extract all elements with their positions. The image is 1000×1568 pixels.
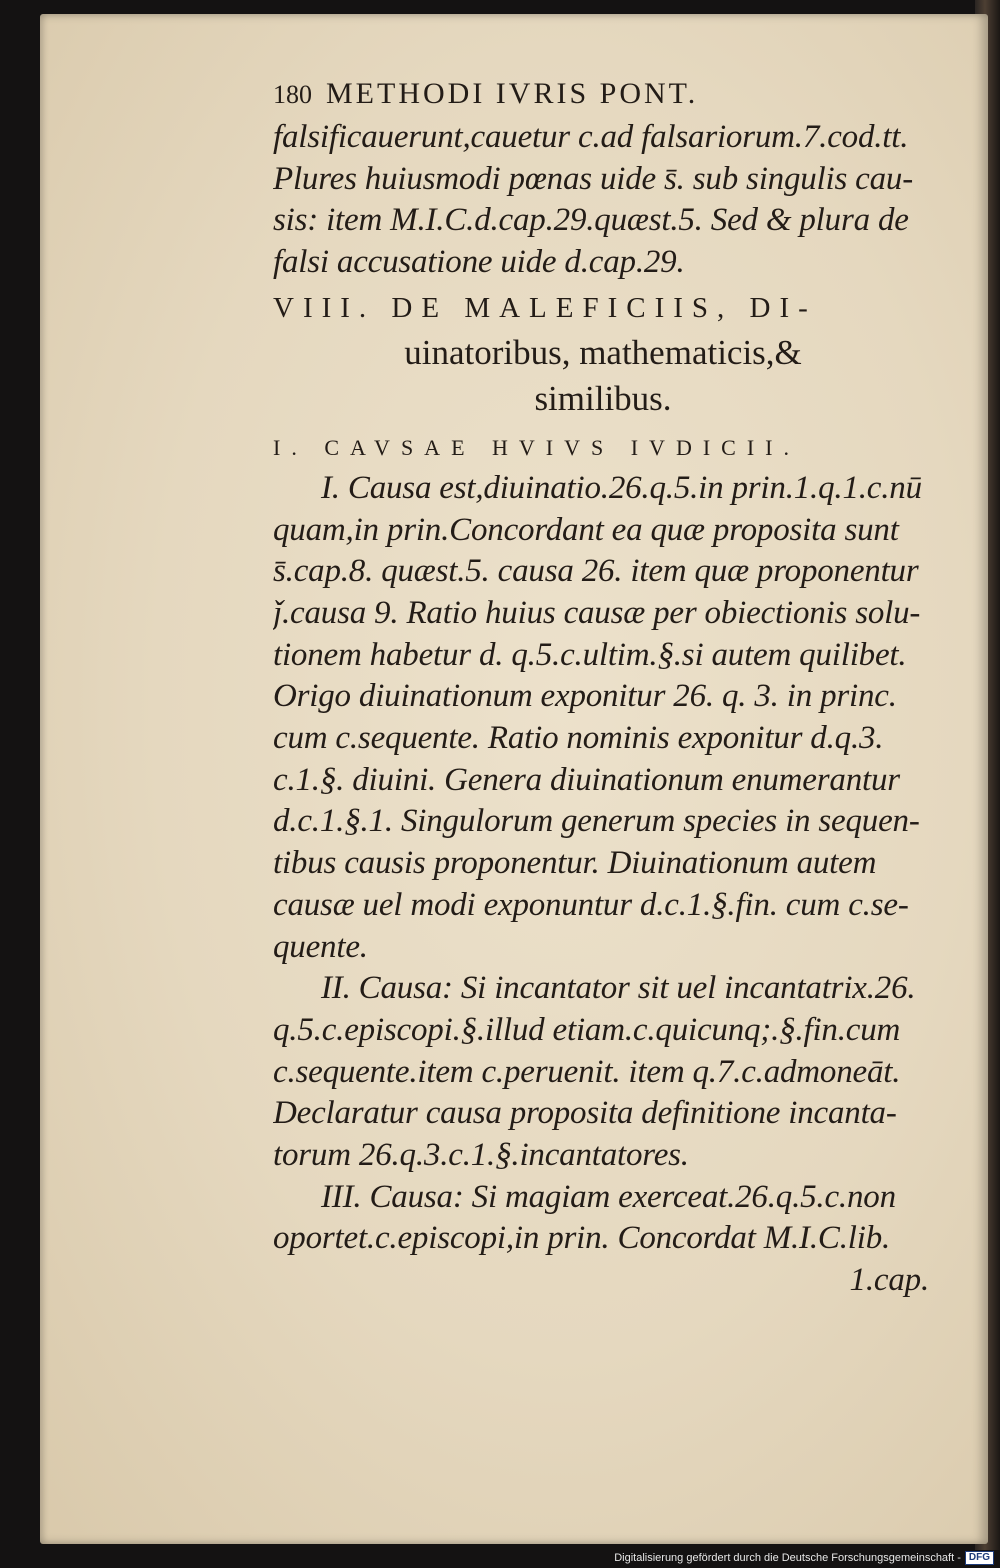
text-line: s̄.cap.8. quæst.5. causa 26. item quæ proponentur (273, 553, 919, 590)
text-line: III. Causa: Si magiam exerceat.26.q.5.c.non (321, 1178, 896, 1215)
text-line: tionem habetur d. q.5.c.ultim.§.si autem quilibet. (273, 636, 907, 673)
text-line: causæ uel modi exponuntur d.c.1.§.fin. cum c.se- (273, 886, 909, 923)
text-line: falsi accusatione uide d.cap.29. (273, 244, 685, 281)
running-head (273, 72, 933, 117)
page-number: 180 (273, 80, 312, 109)
text-line: q.5.c.episcopi.§.illud etiam.c.quicunq;.§.fin.cum (273, 1011, 901, 1048)
text-line: tibus causis proponentur. Diuinationum autem (273, 845, 877, 882)
dfg-logo: DFG (965, 1551, 994, 1565)
section-heading-cont: uinatoribus, mathematicis,& (404, 332, 802, 372)
text-line: sis: item M.I.C.d.cap.29.quæst.5. Sed & plura de (273, 202, 909, 239)
catchword: 1.cap. (849, 1262, 929, 1299)
section-heading-cont: similibus. (534, 378, 672, 418)
text-line: oportet.c.episcopi,in prin. Concordat M.I.C.lib. (273, 1220, 891, 1257)
subheading: I. CAVSAE HVIVS IVDICII. (273, 434, 800, 460)
digitization-footer (614, 1551, 994, 1565)
running-title: METHODI IVRIS PONT. (326, 77, 699, 110)
text-line: falsificauerunt,cauetur c.ad falsariorum.7.cod.tt. (273, 119, 909, 155)
text-line: c.sequente.item c.peruenit. item q.7.c.admoneāt. (273, 1053, 901, 1090)
text-line: Origo diuinationum exponitur 26. q. 3. in princ. (273, 678, 897, 715)
text-block (273, 72, 933, 1302)
text-line: Declaratur causa proposita definitione incanta- (273, 1095, 897, 1132)
text-line: ǰ.causa 9. Ratio huius causæ per obiectionis solu- (273, 594, 921, 631)
footer-text: Digitalisierung gefördert durch die Deutsche Forschungsgemeinschaft - (614, 1552, 961, 1564)
text-line: Plures huiusmodi pœnas uide s̄. sub singulis cau- (273, 160, 914, 197)
text-line: torum 26.q.3.c.1.§.incantatores. (273, 1137, 689, 1174)
text-line: cum c.sequente. Ratio nominis exponitur d.q.3. (273, 720, 884, 757)
text-line: II. Causa: Si incantator sit uel incantatrix.26. (321, 970, 916, 1007)
text-line: quente. (273, 928, 368, 965)
text-line: quam,in prin.Concordant ea quæ proposita sunt (273, 511, 899, 548)
text-line: d.c.1.§.1. Singulorum generum species in sequen- (273, 803, 920, 840)
text-line: c.1.§. diuini. Genera diuinationum enumerantur (273, 761, 900, 798)
text-line: I. Causa est,diuinatio.26.q.5.in prin.1.q.1.c.nū (321, 469, 922, 506)
section-heading: VIII. DE MALEFICIIS, DI- (273, 291, 817, 324)
